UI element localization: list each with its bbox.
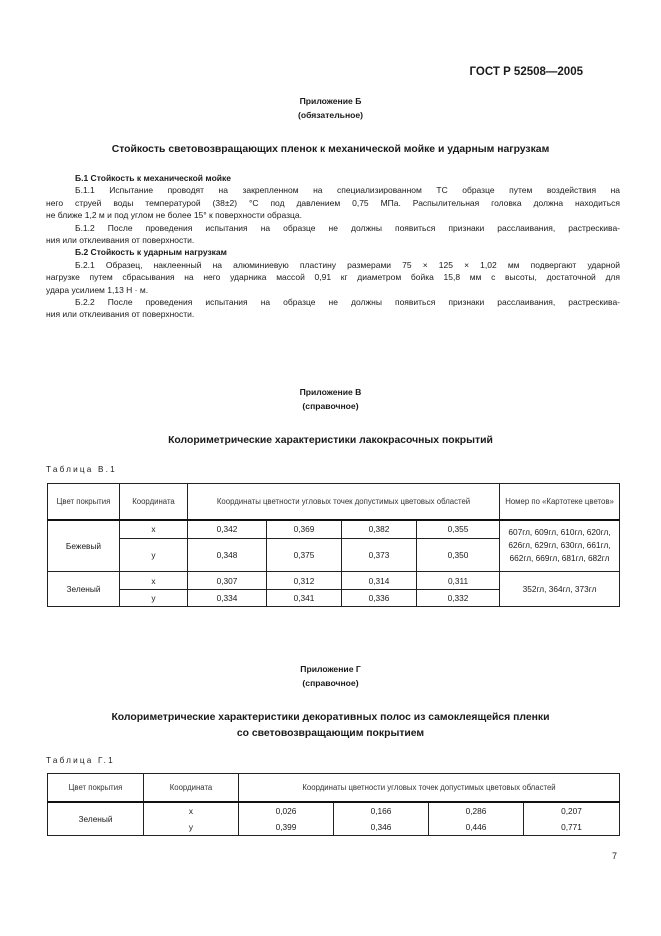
- header-color: Цвет покрытия: [48, 774, 144, 802]
- value-cell: 0,311: [417, 572, 500, 590]
- value-cell: 0,369: [267, 520, 342, 539]
- table-row: [48, 572, 620, 590]
- value-cell: 0,446: [429, 819, 524, 836]
- color-cell: Зеленый: [48, 802, 144, 836]
- appendix-v-status: (справочное): [302, 401, 359, 411]
- coord-label: x: [120, 572, 188, 590]
- appendix-v-title: Приложение В: [299, 387, 362, 397]
- section-heading: Б.2 Стойкость к ударным нагрузкам: [75, 247, 227, 258]
- value-cell: 0,346: [334, 819, 429, 836]
- value-cell: 0,207: [524, 802, 620, 819]
- value-cell: 0,336: [342, 590, 417, 607]
- text-line: ния или отклеивания от поверхности.: [46, 234, 195, 245]
- value-cell: 0,341: [267, 590, 342, 607]
- appendix-b-body: [46, 172, 620, 321]
- catalog-cell: 607гл, 609гл, 610гл, 620гл, 626гл, 629гл, 630гл, 661гл, 662гл, 669гл, 681гл, 682гл: [500, 520, 620, 572]
- header-catalog: Номер по «Картотеке цветов»: [500, 484, 620, 520]
- document-number: ГОСТ Р 52508—2005: [469, 66, 583, 78]
- appendix-g-heading-line1: Колориметрические характеристики декоративных полос из самоклеящейся пленки: [111, 712, 550, 723]
- value-cell: 0,399: [239, 819, 334, 836]
- value-cell: 0,348: [188, 539, 267, 572]
- value-cell: 0,355: [417, 520, 500, 539]
- value-cell: 0,373: [342, 539, 417, 572]
- coord-label: y: [144, 819, 239, 836]
- table-g1: [47, 773, 620, 836]
- appendix-b-title: Приложение Б: [299, 96, 362, 106]
- table-row: [48, 802, 620, 819]
- appendix-v-heading: Колориметрические характеристики лакокрасочных покрытий: [168, 435, 493, 446]
- value-cell: 0,375: [267, 539, 342, 572]
- color-cell: Зеленый: [48, 572, 120, 607]
- header-coordinate: Координата: [144, 774, 239, 802]
- value-cell: 0,334: [188, 590, 267, 607]
- table-row: [48, 520, 620, 539]
- value-cell: 0,026: [239, 802, 334, 819]
- value-cell: 0,286: [429, 802, 524, 819]
- value-cell: 0,166: [334, 802, 429, 819]
- text-line: нагрузке путем сбрасывания на него ударника массой 0,91 кг диаметром бойка 15,8 мм с высоты, достаточной для: [46, 272, 620, 283]
- table-v1: [47, 483, 620, 607]
- appendix-g-title: Приложение Г: [300, 664, 361, 674]
- value-cell: 0,307: [188, 572, 267, 590]
- value-cell: 0,342: [188, 520, 267, 539]
- value-cell: 0,332: [417, 590, 500, 607]
- text-line: него струей воды температурой (38±2) °С под давлением 0,75 МПа. Распылительная головка должна находиться: [46, 197, 620, 208]
- coord-label: y: [120, 539, 188, 572]
- appendix-g-status: (справочное): [302, 678, 359, 688]
- catalog-cell: 352гл, 364гл, 373гл: [500, 572, 620, 607]
- section-heading: Б.1 Стойкость к механической мойке: [75, 173, 231, 183]
- text-line: Б.1.1 Испытание проводят на закрепленном на специализированном ТС образце путем воздействия на: [75, 185, 620, 196]
- header-chromaticity: Координаты цветности угловых точек допустимых цветовых областей: [239, 774, 620, 802]
- value-cell: 0,350: [417, 539, 500, 572]
- color-cell: Бежевый: [48, 520, 120, 572]
- value-cell: 0,314: [342, 572, 417, 590]
- appendix-b-heading: Стойкость световозвращающих пленок к механической мойке и ударным нагрузкам: [111, 144, 550, 155]
- value-cell: 0,312: [267, 572, 342, 590]
- page-number: 7: [611, 851, 617, 861]
- coord-label: x: [144, 802, 239, 819]
- header-coordinate: Координата: [120, 484, 188, 520]
- text-line: Б.1.2 После проведения испытания на образце не должны появиться признаки расслаивания, растрескива-: [75, 222, 620, 233]
- header-chromaticity: Координаты цветности угловых точек допустимых цветовых областей: [188, 484, 500, 520]
- appendix-g-heading-line2: со световозвращающим покрытием: [236, 728, 425, 739]
- value-cell: 0,771: [524, 819, 620, 836]
- text-line: удара усилием 1,13 Н · м.: [46, 284, 149, 295]
- value-cell: 0,382: [342, 520, 417, 539]
- text-line: ния или отклеивания от поверхности.: [46, 309, 195, 320]
- header-color: Цвет покрытия: [48, 484, 120, 520]
- text-line: Б.2.2 После проведения испытания на образце не должны появиться признаки расслаивания, растрескива-: [75, 296, 620, 307]
- text-line: Б.2.1 Образец, наклеенный на алюминиевую пластину размерами 75 × 125 × 1,02 мм подвергают ударной: [75, 259, 620, 270]
- coord-label: y: [120, 590, 188, 607]
- coord-label: x: [120, 520, 188, 539]
- appendix-b-status: (обязательное): [297, 110, 364, 120]
- text-line: не ближе 1,2 м и под углом не более 15° к поверхности образца.: [46, 210, 302, 221]
- table-v1-caption: Таблица В.1: [46, 465, 117, 474]
- table-g1-caption: Таблица Г.1: [46, 756, 115, 765]
